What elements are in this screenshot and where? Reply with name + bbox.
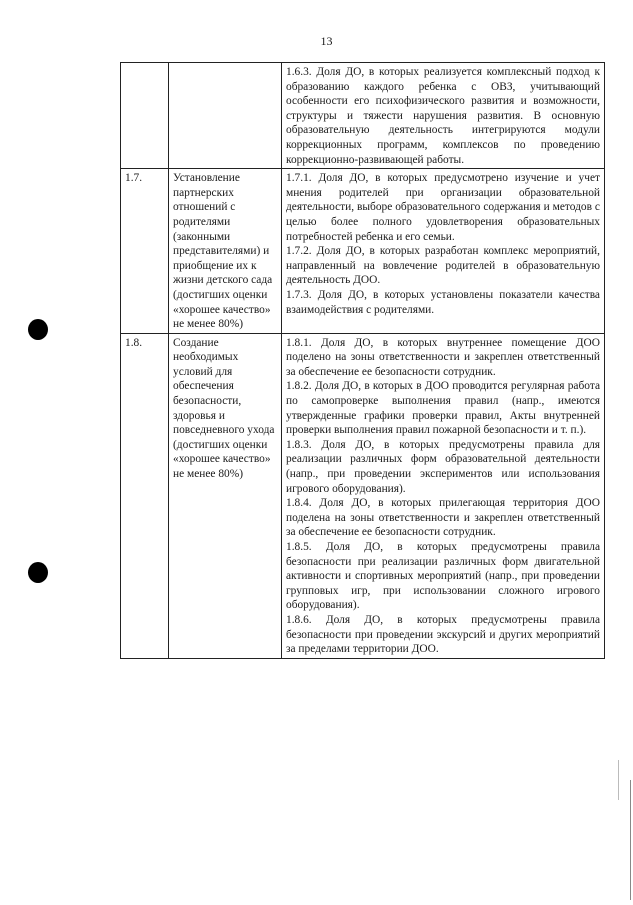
binder-hole-mark bbox=[28, 562, 48, 583]
table-row bbox=[121, 63, 605, 169]
indicators-table bbox=[120, 62, 605, 659]
row-criterion: Создание необходимых условий для обеспечения безопасности, здоровья и повседневного ухода (достигших оценки «хорошее качество» не менее 80%) bbox=[169, 333, 282, 658]
indicator-text: 1.8.5. Доля ДО, в которых предусмотрены правила безопасности при реализации различных форм двигательной активности и спортивных мероприятий (напр., при проведении групповых игр, при использовании сложного игрового оборудования). bbox=[286, 541, 600, 612]
indicator-text: 1.8.3. Доля ДО, в которых предусмотрены правила для реализации различных форм образовательной деятельности (напр., при проведении экспериментов или использования игрового оборудования). bbox=[286, 438, 600, 495]
table-row bbox=[121, 333, 605, 658]
scan-edge-line bbox=[618, 760, 619, 800]
indicator-text: 1.8.1. Доля ДО, в которых внутреннее помещение ДОО поделено на зоны ответственности и закреплен ответственный за обеспечение ее безопасности сотрудник. bbox=[286, 336, 600, 378]
indicator-text: 1.8.2. Доля ДО, в которых в ДОО проводится регулярная работа по самопроверке выполнения правил (напр., имеются утвержденные графики проверки правил, Акты внутренней проверки выполнения правил пожарной безопасности и т. п.). bbox=[286, 380, 600, 437]
table-row bbox=[121, 169, 605, 334]
row-number: 1.8. bbox=[121, 333, 169, 658]
indicator-text: 1.8.4. Доля ДО, в которых прилегающая территория ДОО поделена на зоны ответственности и закреплен ответственный за обеспечение ее безопасности сотрудник. bbox=[286, 497, 600, 539]
binder-hole-mark bbox=[28, 319, 48, 340]
indicator-text: 1.8.6. Доля ДО, в которых предусмотрены правила безопасности при проведении экскурсий и других мероприятий за пределами территории ДОО. bbox=[286, 613, 600, 656]
row-indicators bbox=[282, 63, 605, 169]
row-number bbox=[121, 63, 169, 169]
indicator-text: 1.7.1. Доля ДО, в которых предусмотрено изучение и учет мнения родителей при организации образовательной деятельности, выборе образовательного содержания и методов с целью более полного удовлетворения образовательных потребностей ребенка и его семьи. bbox=[286, 172, 600, 243]
page-number: 13 bbox=[320, 34, 333, 48]
row-criterion bbox=[169, 63, 282, 169]
row-indicators bbox=[282, 333, 605, 658]
scan-edge-line bbox=[630, 780, 631, 900]
indicator-text: 1.7.3. Доля ДО, в которых установлены показатели качества взаимодействия с родителями. bbox=[286, 288, 600, 316]
row-indicators bbox=[282, 169, 605, 334]
row-criterion: Установление партнерских отношений с родителями (законными представителями) и приобщение их к жизни детского сада (достигших оценки «хорошее качество» не менее 80%) bbox=[169, 169, 282, 334]
indicator-text: 1.7.2. Доля ДО, в которых разработан комплекс мероприятий, направленный на вовлечение родителей в образовательную деятельность ДОО. bbox=[286, 245, 600, 287]
indicator-text: 1.6.3. Доля ДО, в которых реализуется комплексный подход к образованию каждого ребенка с ОВЗ, учитывающий особенности его психофизического развития и возможности, структуры и тяжести нарушения развития. В основную образовательную деятельность интегрируются модули коррекционных программ, комплексов по проведению коррекционно-развивающей работы. bbox=[286, 66, 600, 166]
row-number: 1.7. bbox=[121, 169, 169, 334]
